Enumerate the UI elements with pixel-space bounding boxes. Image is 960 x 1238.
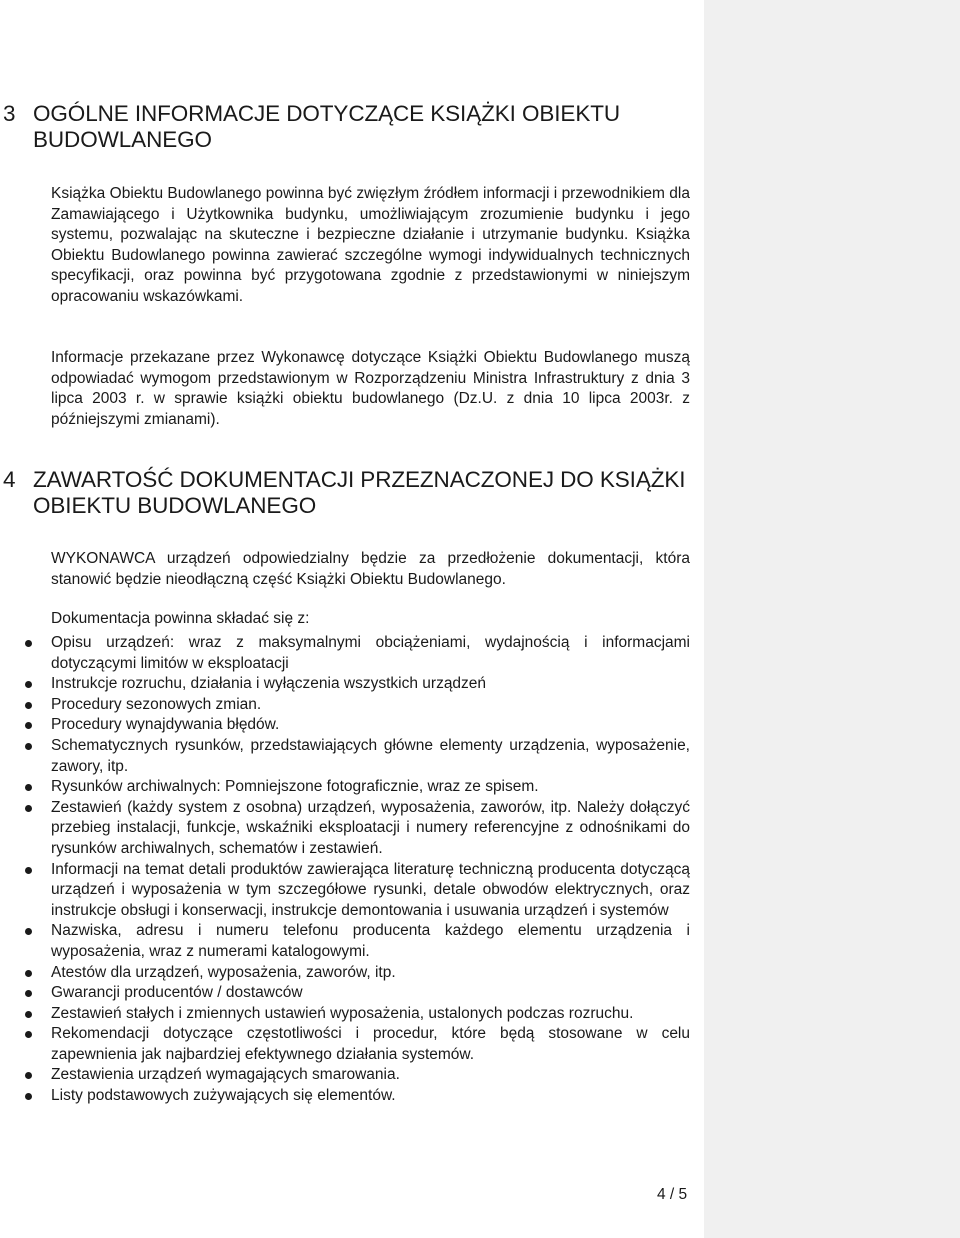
comment-margin-pane <box>704 0 960 1238</box>
paragraph-book-purpose: Książka Obiektu Budowlanego powinna być zwięzłym źródłem informacji i przewodnikiem dla Zamawiającego i Użytkownika budynku, umożliwiającym zrozumienie budynku i jego systemu, pozwalając na skuteczne i bezpieczne działanie i utrzymanie budynku. Książka Obiektu Budowlanego powinna zawierać szczególne wymogi indywidualnych technicznych specyfikacji, oraz powinna być przygotowana zgodnie z przedstawionymi w niniejszym opracowaniu wskazówkami. <box>51 185 690 305</box>
list-item: Instrukcje rozruchu, działania i wyłączenia wszystkich urządzeń <box>51 674 690 695</box>
paragraph-contractor-intro: WYKONAWCA urządzeń odpowiedzialny będzie za przedłożenie dokumentacji, która stanowić będzie nieodłączną część Książki Obiektu Budowlanego. <box>51 550 690 588</box>
section-title: OGÓLNE INFORMACJE DOTYCZĄCE KSIĄŻKI OBIEKTU BUDOWLANEGO <box>33 101 621 152</box>
list-item: Procedury sezonowych zmian. <box>51 695 690 716</box>
list-item: Atestów dla urządzeń, wyposażenia, zaworów, itp. <box>51 963 690 984</box>
list-item: Gwarancji producentów / dostawców <box>51 983 690 1004</box>
section-heading-4 <box>0 467 700 519</box>
list-item: Zestawień (każdy system z osobna) urządzeń, wyposażenia, zaworów, itp. Należy dołączyć przebieg instalacji, funkcje, wskaźniki eksploatacji i numery referencyjne z odnośnikami do rysunków archiwalnych, schematów i zestawień. <box>51 798 690 860</box>
list-item: Rekomendacji dotyczące częstotliwości i procedur, które będą stosowane w celu zapewnienia jak najbardziej efektywnego działania systemów. <box>51 1024 690 1065</box>
paragraph-list-lead: Dokumentacja powinna składać się z: <box>51 610 310 627</box>
documentation-list <box>51 633 690 1107</box>
list-item: Rysunków archiwalnych: Pomniejszone fotograficznie, wraz ze spisem. <box>51 777 690 798</box>
list-item: Zestawień stałych i zmiennych ustawień wyposażenia, ustalonych podczas rozruchu. <box>51 1004 690 1025</box>
list-item: Schematycznych rysunków, przedstawiających główne elementy urządzenia, wyposażenie, zawory, itp. <box>51 736 690 777</box>
paragraph-regulation: Informacje przekazane przez Wykonawcę dotyczące Książki Obiektu Budowlanego muszą odpowiadać wymogom przedstawionym w Rozporządzeniu Ministra Infrastruktury z dnia 3 lipca 2003 r. w sprawie książki obiektu budowlanego (Dz.U. z dnia 10 lipca 2003r. z późniejszymi zmianami). <box>51 349 690 428</box>
section-number: 3 <box>3 101 16 126</box>
section-number: 4 <box>3 467 16 492</box>
list-item: Procedury wynajdywania błędów. <box>51 715 690 736</box>
section-title: ZAWARTOŚĆ DOKUMENTACJI PRZEZNACZONEJ DO KSIĄŻKI OBIEKTU BUDOWLANEGO <box>33 467 686 518</box>
list-item: Listy podstawowych zużywających się elementów. <box>51 1086 690 1107</box>
list-item: Informacji na temat detali produktów zawierająca literaturę techniczną producenta dotyczącą urządzeń i wyposażenia w tym szczegółowe rysunki, detale obwodów elektrycznych, oraz instrukcje obsługi i konserwacji, instrukcje demontowania i usuwania urządzeń i systemów <box>51 860 690 922</box>
list-item: Zestawienia urządzeń wymagających smarowania. <box>51 1065 690 1086</box>
list-item: Nazwiska, adresu i numeru telefonu producenta każdego elementu urządzenia i wyposażenia, wraz z numerami katalogowymi. <box>51 921 690 962</box>
page-number: 4 / 5 <box>657 1186 688 1203</box>
section-heading-3 <box>0 101 700 153</box>
list-item: Opisu urządzeń: wraz z maksymalnymi obciążeniami, wydajnością i informacjami dotyczącymi limitów w eksploatacji <box>51 633 690 674</box>
